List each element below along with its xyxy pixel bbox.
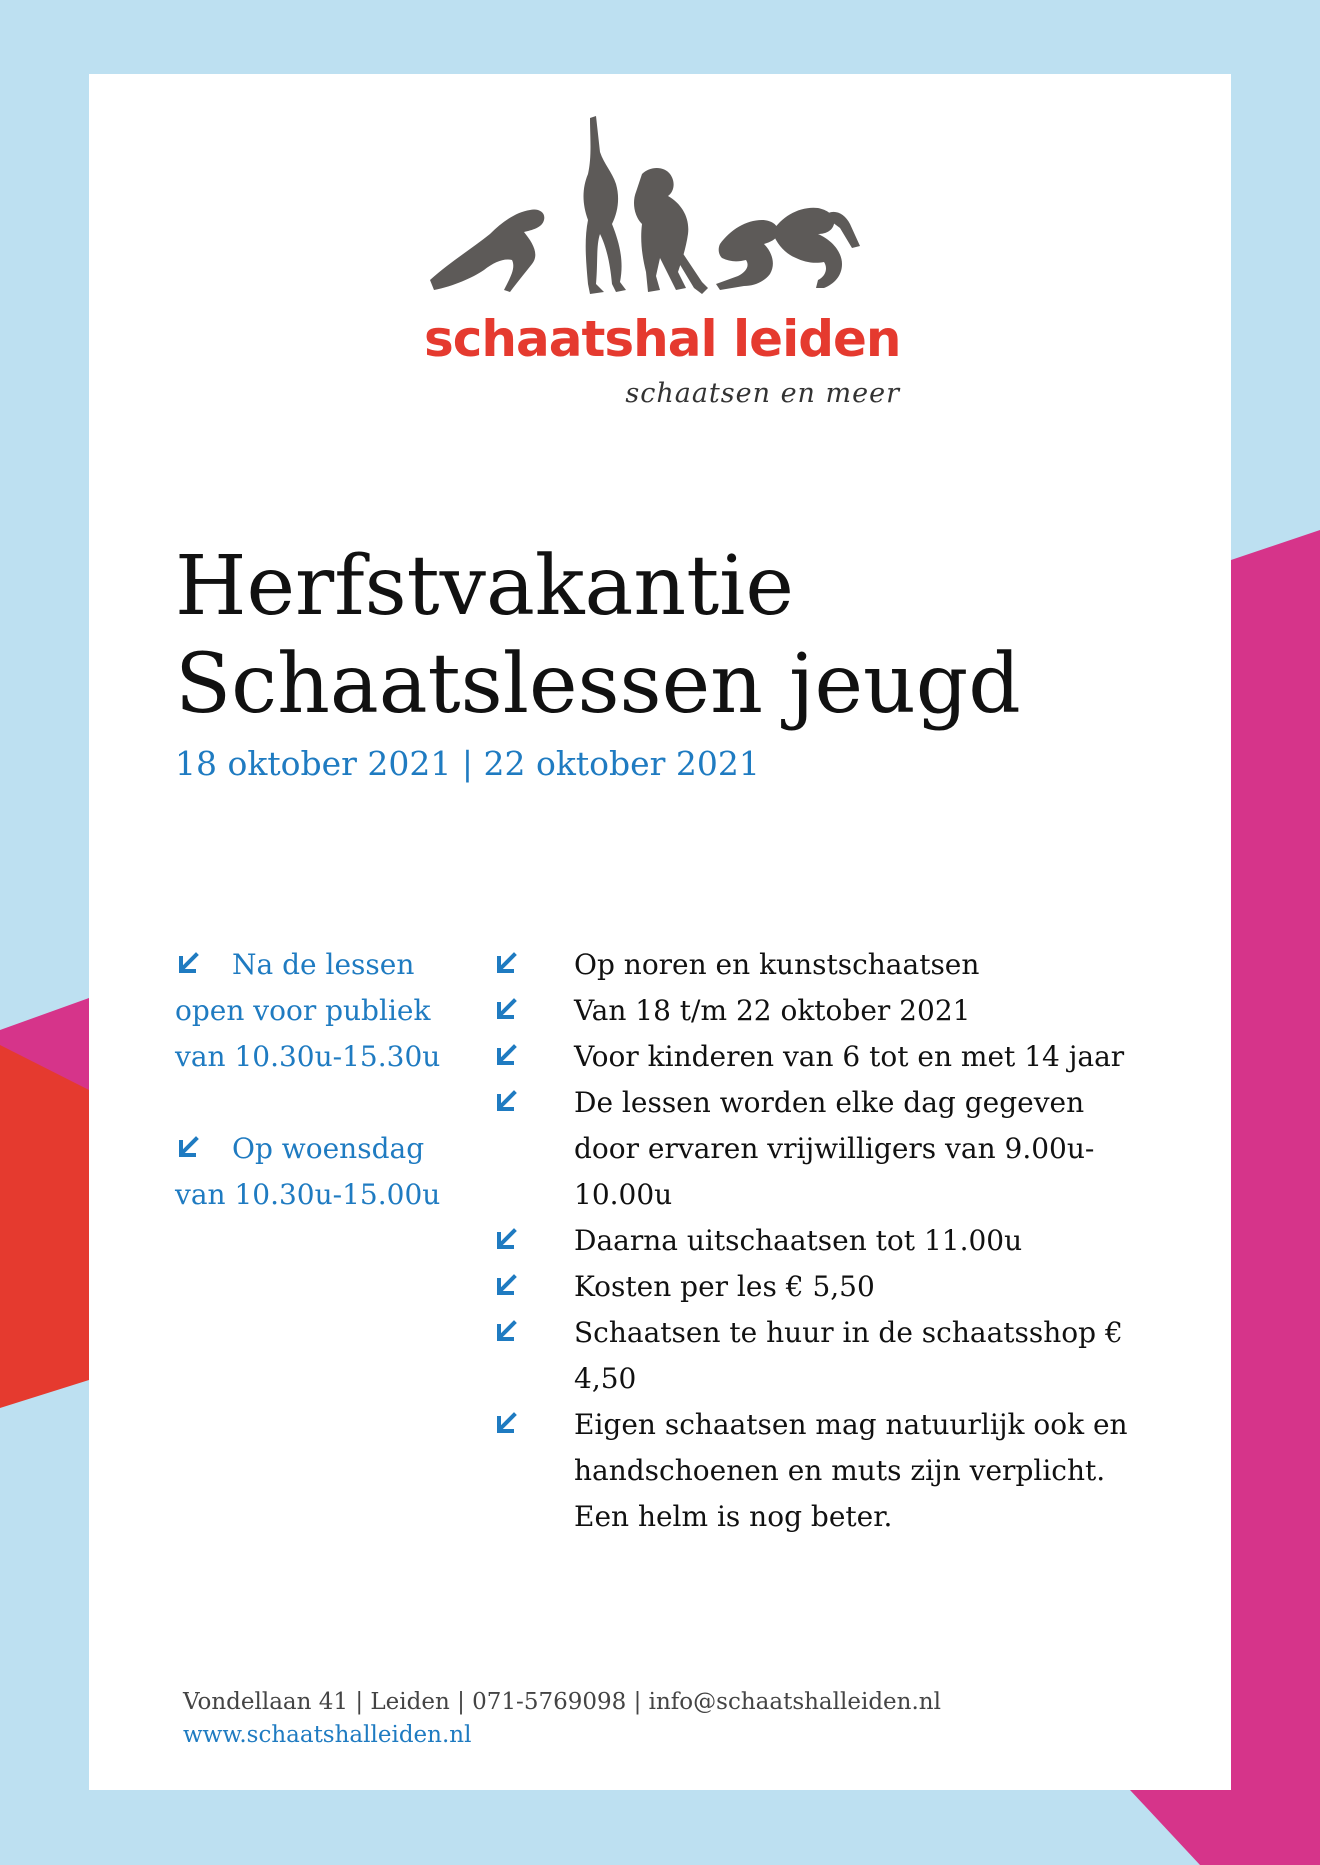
footer-address: Vondellaan 41 | Leiden | 071-5769098 | info@schaatshalleiden.nl	[183, 1689, 941, 1715]
list-item	[175, 1126, 475, 1218]
list-item-text: Van 18 t/m 22 oktober 2021	[574, 994, 971, 1027]
footer	[183, 1686, 941, 1752]
red-stripe-left	[0, 1045, 89, 1408]
list-item-text: Eigen schaatsen mag natuurlijk ook en handschoenen en muts zijn verplicht. Een helm is nog beter.	[574, 1408, 1128, 1533]
arrow-down-left-icon	[175, 1126, 232, 1172]
right-info-column	[493, 942, 1193, 1540]
title-line-1: Herfstvakantie	[175, 539, 794, 634]
list-item-text: open voor publiek	[175, 994, 431, 1027]
brand-tagline: schaatsen en meer	[625, 378, 900, 409]
arrow-down-left-icon	[493, 1034, 574, 1080]
title-line-2: Schaatslessen jeugd	[175, 637, 1021, 732]
left-info-column	[175, 942, 475, 1264]
list-item	[493, 1080, 1193, 1218]
list-item	[493, 1034, 1193, 1080]
footer-website-link[interactable]: www.schaatshalleiden.nl	[183, 1722, 472, 1748]
list-item-text: Voor kinderen van 6 tot en met 14 jaar	[574, 1040, 1125, 1073]
list-item-text: Op woensdag	[232, 1132, 425, 1165]
list-item	[493, 1402, 1193, 1540]
date-range: 18 oktober 2021 | 22 oktober 2021	[175, 744, 760, 783]
arrow-down-left-icon	[175, 942, 232, 988]
list-item	[493, 1264, 1193, 1310]
arrow-down-left-icon	[493, 988, 574, 1034]
list-item	[175, 942, 475, 1080]
list-item	[493, 1310, 1193, 1402]
list-item	[493, 988, 1193, 1034]
list-item-text: Na de lessen	[232, 948, 415, 981]
list-item-text: Daarna uitschaatsen tot 11.00u	[574, 1224, 1023, 1257]
list-item-text: van 10.30u-15.00u	[175, 1178, 441, 1211]
list-item	[493, 942, 1193, 988]
brand-name: schaatshal leiden	[424, 310, 901, 368]
list-item	[493, 1218, 1193, 1264]
arrow-down-left-icon	[493, 1310, 574, 1402]
list-item-text: Schaatsen te huur in de schaatsshop € 4,50	[574, 1316, 1123, 1395]
page-title	[175, 538, 1021, 734]
list-item-text: Kosten per les € 5,50	[574, 1270, 875, 1303]
list-item-text: De lessen worden elke dag gegeven door ervaren vrijwilligers van 9.00u-10.00u	[574, 1086, 1095, 1211]
arrow-down-left-icon	[493, 1080, 574, 1218]
list-item-text: van 10.30u-15.30u	[175, 1040, 441, 1073]
arrow-down-left-icon	[493, 1264, 574, 1310]
arrow-down-left-icon	[493, 1218, 574, 1264]
list-item-text: Op noren en kunstschaatsen	[574, 948, 980, 981]
arrow-down-left-icon	[493, 942, 574, 988]
arrow-down-left-icon	[493, 1402, 574, 1540]
